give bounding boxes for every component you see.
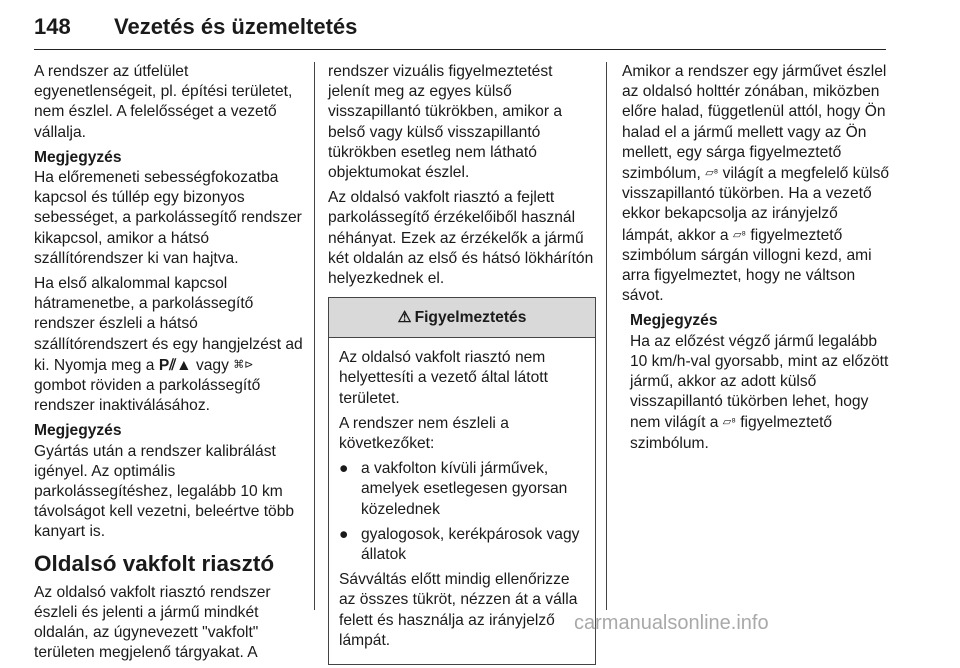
note-body: Ha az előzést végző jármű legalább 10 km/h-val gyorsabb, mint az előzött jármű, akkor az adott külső visszapillantó tükörben lehet, hogy nem világít a ▱⁸ figyelmeztető szimbólum. [630,332,889,452]
note-heading: Megjegyzés [34,148,122,166]
bullet-icon: ● [339,525,349,543]
column-3 [622,62,890,459]
paragraph: Az oldalsó vakfolt riasztó rendszer észleli és jelenti a jármű mindkét oldalán, az úgynevezett "vakfolt" területen megjelenő tárgyakat. A [34,583,271,662]
paragraph: A rendszer az útfelület egyenetlenségeit, pl. építési területet, nem észlel. A felelősséget a vezető vállalja. [34,63,293,141]
note-heading: Megjegyzés [630,312,718,330]
blind-spot-warning-icon: ▱⁸ [732,228,747,241]
warning-paragraph: Az oldalsó vakfolt riasztó nem helyettesíti a vezető által látott területet. [339,349,548,407]
blind-spot-warning-icon: ▱⁸ [705,167,719,180]
paragraph: Ha első alkalommal kapcsol hátramenetbe, a parkolássegítő rendszer észleli a hátsó szállítórendszert és egy hangjelzést ad ki. Nyomja meg a P⫽▲ vagy ⌘⊳ gombot röviden a parkolássegítő rendszer inaktiválásához. [34,275,303,415]
warning-icon: ⚠ [397,308,412,326]
watermark: carmanualsonline.info [574,612,769,634]
page-header [34,6,886,50]
paragraph: Amikor a rendszer egy járművet észlel az oldalsó holttér zónában, miközben előre halad, függetlenül attól, hogy Ön halad el a jármű mellett vagy az Ön mellett, egy sárga figyelmeztető szimbólum, ▱⁸ világít a megfelelő külső visszapillantó tükörben. Ha a vezető ekkor bekapcsolja az irányjelző lámpát, akkor a ▱⁸ figyelmeztető szimbólum sárgán villogni kezd, ami arra figyelmeztet, hogy ne váltson sávot. [622,63,890,305]
note-heading: Megjegyzés [34,422,122,440]
paragraph: rendszer vizuális figyelmeztetést jelenít meg az egyes külső visszapillantó tükrökben, amikor a belső vagy külső visszapillantó tükrökben esetleg nem látható objektumokat észlel. [328,63,563,182]
warning-body [329,338,595,664]
section-title: Oldalsó vakfolt riasztó [34,550,275,576]
warning-box [328,297,596,665]
park-assist-alt-icon: ⌘⊳ [233,358,254,371]
paragraph: Az oldalsó vakfolt riasztó a fejlett parkolássegítő érzékelőiből használ néhányat. Ezek az érzékelők a jármű két oldalán az első és hátsó lökhárítón helyezkednek el. [328,189,594,288]
note-body: Gyártás után a rendszer kalibrálást igényel. Az optimális parkolássegítéshez, legalább 10 km távolságot kell vezetni, beleértve több kanyart is. [34,442,295,541]
park-assist-button-icon: P⫽▲ [158,356,192,374]
warning-paragraph: Sávváltás előtt mindig ellenőrizze az összes tükröt, nézzen át a válla felett és használja az irányjelző lámpát. [339,571,578,649]
list-item: ● gyalogosok, kerékpárosok vagy állatok [339,525,585,565]
column-2 [328,62,596,665]
column-divider-2 [606,62,607,610]
page-number: 148 [34,14,71,39]
column-1 [34,62,306,668]
list-item: ● a vakfolton kívüli járművek, amelyek esetlegesen gyorsan közelednek [339,459,585,520]
note-body: Ha előremeneti sebességfokozatba kapcsol és túllép egy bizonyos sebességet, a parkolássegítő rendszer kikapcsol, amikor a hátsó szállítórendszer ki van hajtva. [34,169,302,267]
warning-title: Figyelmeztetés [414,308,527,326]
warning-paragraph: A rendszer nem észleli a következőket: [339,414,509,453]
blind-spot-warning-icon: ▱⁸ [722,416,736,429]
warning-header [329,298,595,338]
bullet-icon: ● [339,460,349,478]
column-divider-1 [314,62,315,610]
chapter-title: Vezetés és üzemeltetés [114,14,358,39]
